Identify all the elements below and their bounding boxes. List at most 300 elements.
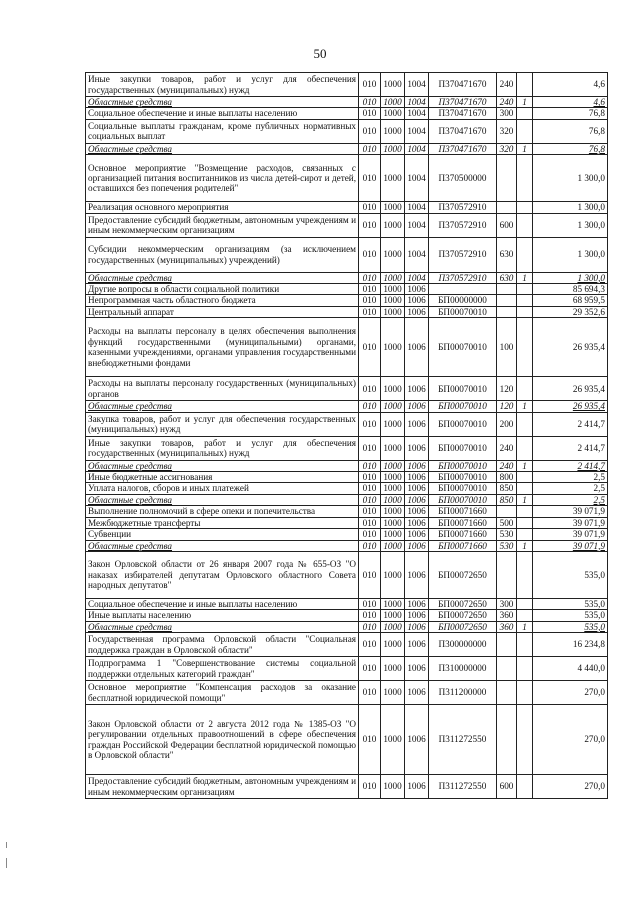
ministry-code: 010 xyxy=(359,436,381,460)
amount: 26 935,4 xyxy=(533,318,608,377)
expense-type-code xyxy=(497,506,517,517)
amount: 39 071,9 xyxy=(533,540,608,551)
funding-source: 1 xyxy=(517,460,533,471)
ministry-code: 010 xyxy=(359,633,381,657)
ministry-code: 010 xyxy=(359,306,381,317)
funding-source xyxy=(517,202,533,213)
expense-type-code: 630 xyxy=(497,237,517,272)
table-row xyxy=(86,483,608,494)
table-row xyxy=(86,412,608,436)
margin-mark xyxy=(6,858,7,868)
table-row xyxy=(86,119,608,143)
target-item-code: БП00070010 xyxy=(429,436,497,460)
funding-source: 1 xyxy=(517,540,533,551)
table-row xyxy=(86,155,608,202)
table-row xyxy=(86,529,608,540)
ministry-code: 010 xyxy=(359,657,381,681)
target-item-code: П311272550 xyxy=(429,705,497,775)
section-code: 1000 xyxy=(381,202,405,213)
target-item-code: БП00072650 xyxy=(429,621,497,632)
section-code: 1000 xyxy=(381,598,405,609)
table-row xyxy=(86,506,608,517)
amount: 68 959,5 xyxy=(533,295,608,306)
section-code: 1000 xyxy=(381,436,405,460)
section-code: 1000 xyxy=(381,237,405,272)
row-name: Иные выплаты населению xyxy=(86,610,359,621)
target-item-code: БП00071660 xyxy=(429,529,497,540)
section-code: 1000 xyxy=(381,108,405,119)
funding-source xyxy=(517,213,533,237)
section-code: 1000 xyxy=(381,494,405,505)
ministry-code: 010 xyxy=(359,540,381,551)
row-name: Областные средства xyxy=(86,143,359,154)
amount: 29 352,6 xyxy=(533,306,608,317)
amount: 76,8 xyxy=(533,119,608,143)
ministry-code: 010 xyxy=(359,155,381,202)
expense-type-code xyxy=(497,155,517,202)
subsection-code: 1006 xyxy=(405,657,429,681)
table-row xyxy=(86,610,608,621)
target-item-code: П370471670 xyxy=(429,73,497,97)
subsection-code: 1006 xyxy=(405,517,429,528)
row-name: Иные бюджетные ассигнования xyxy=(86,472,359,483)
target-item-code: БП00071660 xyxy=(429,540,497,551)
row-name: Иные закупки товаров, работ и услуг для обеспечения государственных (муниципальных) нужд xyxy=(86,73,359,97)
expense-type-code: 100 xyxy=(497,318,517,377)
expense-type-code: 240 xyxy=(497,97,517,108)
expense-type-code: 530 xyxy=(497,540,517,551)
amount: 26 935,4 xyxy=(533,377,608,401)
ministry-code: 010 xyxy=(359,506,381,517)
section-code: 1000 xyxy=(381,610,405,621)
subsection-code: 1006 xyxy=(405,621,429,632)
subsection-code: 1004 xyxy=(405,272,429,283)
funding-source: 1 xyxy=(517,621,533,632)
table-row xyxy=(86,540,608,551)
target-item-code: П311200000 xyxy=(429,681,497,705)
table-row xyxy=(86,436,608,460)
amount: 2 414,7 xyxy=(533,460,608,471)
expense-type-code: 630 xyxy=(497,272,517,283)
amount: 4,6 xyxy=(533,73,608,97)
subsection-code: 1006 xyxy=(405,472,429,483)
expense-type-code: 800 xyxy=(497,472,517,483)
funding-source xyxy=(517,73,533,97)
section-code: 1000 xyxy=(381,97,405,108)
funding-source xyxy=(517,529,533,540)
table-row xyxy=(86,551,608,598)
subsection-code: 1006 xyxy=(405,483,429,494)
row-name: Областные средства xyxy=(86,97,359,108)
ministry-code: 010 xyxy=(359,460,381,471)
funding-source xyxy=(517,155,533,202)
ministry-code: 010 xyxy=(359,483,381,494)
row-name: Закупка товаров, работ и услуг для обеспечения государственных (муниципальных) нужд xyxy=(86,412,359,436)
section-code: 1000 xyxy=(381,377,405,401)
target-item-code: БП00070010 xyxy=(429,472,497,483)
subsection-code: 1006 xyxy=(405,494,429,505)
funding-source xyxy=(517,551,533,598)
target-item-code: БП00070010 xyxy=(429,377,497,401)
subsection-code: 1006 xyxy=(405,529,429,540)
ministry-code: 010 xyxy=(359,401,381,412)
target-item-code: БП00000000 xyxy=(429,295,497,306)
subsection-code: 1006 xyxy=(405,506,429,517)
funding-source: 1 xyxy=(517,401,533,412)
subsection-code: 1006 xyxy=(405,775,429,799)
section-code: 1000 xyxy=(381,472,405,483)
ministry-code: 010 xyxy=(359,377,381,401)
table-row xyxy=(86,73,608,97)
subsection-code: 1006 xyxy=(405,306,429,317)
expense-type-code: 600 xyxy=(497,213,517,237)
subsection-code: 1004 xyxy=(405,97,429,108)
expense-type-code: 200 xyxy=(497,412,517,436)
target-item-code xyxy=(429,284,497,295)
row-name: Областные средства xyxy=(86,460,359,471)
funding-source xyxy=(517,657,533,681)
expense-type-code xyxy=(497,633,517,657)
table-row xyxy=(86,494,608,505)
section-code: 1000 xyxy=(381,295,405,306)
subsection-code: 1006 xyxy=(405,401,429,412)
amount: 39 071,9 xyxy=(533,506,608,517)
amount: 535,0 xyxy=(533,598,608,609)
row-name: Субсидии некоммерческим организациям (за исключением государственных (муниципальных) учреждений) xyxy=(86,237,359,272)
amount: 270,0 xyxy=(533,775,608,799)
subsection-code: 1006 xyxy=(405,705,429,775)
subsection-code: 1006 xyxy=(405,284,429,295)
target-item-code: БП00071660 xyxy=(429,517,497,528)
section-code: 1000 xyxy=(381,517,405,528)
section-code: 1000 xyxy=(381,401,405,412)
expense-type-code: 240 xyxy=(497,460,517,471)
ministry-code: 010 xyxy=(359,621,381,632)
amount: 535,0 xyxy=(533,621,608,632)
amount: 2 414,7 xyxy=(533,412,608,436)
table-row xyxy=(86,775,608,799)
row-name: Расходы на выплаты персоналу в целях обеспечения выполнения функций государственными (муниципальными) органами, казенными учреждениями, органами управления государственными внебюджетными фондами xyxy=(86,318,359,377)
ministry-code: 010 xyxy=(359,213,381,237)
row-name: Социальное обеспечение и иные выплаты населению xyxy=(86,108,359,119)
ministry-code: 010 xyxy=(359,143,381,154)
row-name: Закон Орловской области от 26 января 2007 года № 655-ОЗ "О наказах избирателей депутатам Орловского областного Совета народных депутатов" xyxy=(86,551,359,598)
expense-type-code xyxy=(497,284,517,295)
subsection-code: 1004 xyxy=(405,108,429,119)
table-row xyxy=(86,598,608,609)
subsection-code: 1004 xyxy=(405,237,429,272)
section-code: 1000 xyxy=(381,306,405,317)
expense-type-code xyxy=(497,681,517,705)
funding-source xyxy=(517,377,533,401)
table-row xyxy=(86,213,608,237)
amount: 2,5 xyxy=(533,494,608,505)
target-item-code: П370471670 xyxy=(429,108,497,119)
table-row xyxy=(86,657,608,681)
subsection-code: 1006 xyxy=(405,598,429,609)
ministry-code: 010 xyxy=(359,97,381,108)
subsection-code: 1004 xyxy=(405,202,429,213)
ministry-code: 010 xyxy=(359,598,381,609)
section-code: 1000 xyxy=(381,657,405,681)
page-number: 50 xyxy=(313,46,327,61)
section-code: 1000 xyxy=(381,460,405,471)
row-name: Подпрограмма 1 "Совершенствование системы социальной поддержки отдельных категорий граждан" xyxy=(86,657,359,681)
amount: 4,6 xyxy=(533,97,608,108)
amount: 1 300,0 xyxy=(533,272,608,283)
amount: 270,0 xyxy=(533,681,608,705)
funding-source xyxy=(517,306,533,317)
target-item-code: П370572910 xyxy=(429,202,497,213)
expense-type-code xyxy=(497,705,517,775)
row-name: Центральный аппарат xyxy=(86,306,359,317)
row-name: Уплата налогов, сборов и иных платежей xyxy=(86,483,359,494)
amount: 2,5 xyxy=(533,483,608,494)
expense-type-code xyxy=(497,306,517,317)
table-row xyxy=(86,633,608,657)
expense-type-code: 320 xyxy=(497,119,517,143)
section-code: 1000 xyxy=(381,540,405,551)
section-code: 1000 xyxy=(381,213,405,237)
row-name: Основное мероприятие "Возмещение расходов, связанных с организацией питания воспитанников из числа детей-сирот и детей, оставшихся без попечения родителей" xyxy=(86,155,359,202)
table-row xyxy=(86,306,608,317)
amount: 85 694,3 xyxy=(533,284,608,295)
section-code: 1000 xyxy=(381,775,405,799)
expense-type-code: 850 xyxy=(497,483,517,494)
subsection-code: 1006 xyxy=(405,540,429,551)
amount: 1 300,0 xyxy=(533,155,608,202)
row-name: Реализация основного мероприятия xyxy=(86,202,359,213)
amount: 16 234,8 xyxy=(533,633,608,657)
row-name: Областные средства xyxy=(86,494,359,505)
table-row xyxy=(86,97,608,108)
ministry-code: 010 xyxy=(359,551,381,598)
margin-mark xyxy=(6,842,7,848)
ministry-code: 010 xyxy=(359,295,381,306)
row-name: Социальное обеспечение и иные выплаты населению xyxy=(86,598,359,609)
amount: 39 071,9 xyxy=(533,517,608,528)
section-code: 1000 xyxy=(381,155,405,202)
expense-type-code xyxy=(497,295,517,306)
funding-source xyxy=(517,705,533,775)
amount: 2 414,7 xyxy=(533,436,608,460)
funding-source xyxy=(517,506,533,517)
target-item-code: БП00072650 xyxy=(429,551,497,598)
funding-source: 1 xyxy=(517,97,533,108)
funding-source xyxy=(517,108,533,119)
expense-type-code: 500 xyxy=(497,517,517,528)
subsection-code: 1006 xyxy=(405,551,429,598)
subsection-code: 1004 xyxy=(405,155,429,202)
row-name: Предоставление субсидий бюджетным, автономным учреждениям и иным некоммерческим организациям xyxy=(86,775,359,799)
table-row xyxy=(86,143,608,154)
ministry-code: 010 xyxy=(359,284,381,295)
table-row xyxy=(86,460,608,471)
row-name: Расходы на выплаты персоналу государственных (муниципальных) органов xyxy=(86,377,359,401)
ministry-code: 010 xyxy=(359,202,381,213)
row-name: Непрограммная часть областного бюджета xyxy=(86,295,359,306)
target-item-code: П311272550 xyxy=(429,775,497,799)
table-row xyxy=(86,621,608,632)
funding-source xyxy=(517,517,533,528)
table-row xyxy=(86,377,608,401)
section-code: 1000 xyxy=(381,633,405,657)
ministry-code: 010 xyxy=(359,610,381,621)
ministry-code: 010 xyxy=(359,73,381,97)
table-row xyxy=(86,318,608,377)
expense-type-code: 360 xyxy=(497,610,517,621)
expense-type-code: 240 xyxy=(497,73,517,97)
target-item-code: БП00070010 xyxy=(429,306,497,317)
target-item-code: БП00070010 xyxy=(429,460,497,471)
table-row xyxy=(86,472,608,483)
subsection-code: 1004 xyxy=(405,119,429,143)
target-item-code: П370471670 xyxy=(429,97,497,108)
subsection-code: 1006 xyxy=(405,295,429,306)
subsection-code: 1004 xyxy=(405,143,429,154)
funding-source xyxy=(517,119,533,143)
funding-source xyxy=(517,633,533,657)
ministry-code: 010 xyxy=(359,108,381,119)
expense-type-code: 120 xyxy=(497,401,517,412)
ministry-code: 010 xyxy=(359,705,381,775)
row-name: Областные средства xyxy=(86,401,359,412)
row-name: Другие вопросы в области социальной политики xyxy=(86,284,359,295)
amount: 270,0 xyxy=(533,705,608,775)
table-row xyxy=(86,517,608,528)
funding-source xyxy=(517,598,533,609)
row-name: Межбюджетные трансферты xyxy=(86,517,359,528)
target-item-code: БП00072650 xyxy=(429,598,497,609)
section-code: 1000 xyxy=(381,143,405,154)
row-name: Выполнение полномочий в сфере опеки и попечительства xyxy=(86,506,359,517)
funding-source xyxy=(517,412,533,436)
funding-source xyxy=(517,284,533,295)
ministry-code: 010 xyxy=(359,529,381,540)
amount: 76,8 xyxy=(533,108,608,119)
row-name: Субвенции xyxy=(86,529,359,540)
section-code: 1000 xyxy=(381,621,405,632)
expense-type-code: 120 xyxy=(497,377,517,401)
table-row xyxy=(86,295,608,306)
table-row xyxy=(86,284,608,295)
target-item-code: П370471670 xyxy=(429,143,497,154)
amount: 1 300,0 xyxy=(533,213,608,237)
ministry-code: 010 xyxy=(359,472,381,483)
section-code: 1000 xyxy=(381,284,405,295)
amount: 76,8 xyxy=(533,143,608,154)
ministry-code: 010 xyxy=(359,272,381,283)
section-code: 1000 xyxy=(381,412,405,436)
amount: 535,0 xyxy=(533,610,608,621)
ministry-code: 010 xyxy=(359,119,381,143)
expense-type-code: 530 xyxy=(497,529,517,540)
row-name: Областные средства xyxy=(86,621,359,632)
target-item-code: БП00070010 xyxy=(429,412,497,436)
ministry-code: 010 xyxy=(359,775,381,799)
funding-source: 1 xyxy=(517,272,533,283)
funding-source xyxy=(517,237,533,272)
target-item-code: П370471670 xyxy=(429,119,497,143)
expense-type-code xyxy=(497,657,517,681)
funding-source: 1 xyxy=(517,143,533,154)
amount: 1 300,0 xyxy=(533,202,608,213)
section-code: 1000 xyxy=(381,529,405,540)
section-code: 1000 xyxy=(381,272,405,283)
subsection-code: 1006 xyxy=(405,681,429,705)
expense-type-code: 300 xyxy=(497,108,517,119)
table-row xyxy=(86,237,608,272)
subsection-code: 1006 xyxy=(405,412,429,436)
amount: 4 440,0 xyxy=(533,657,608,681)
subsection-code: 1006 xyxy=(405,318,429,377)
ministry-code: 010 xyxy=(359,494,381,505)
table-row xyxy=(86,202,608,213)
row-name: Социальные выплаты гражданам, кроме публичных нормативных социальных выплат xyxy=(86,119,359,143)
expense-type-code: 240 xyxy=(497,436,517,460)
table-row xyxy=(86,272,608,283)
row-name: Областные средства xyxy=(86,540,359,551)
section-code: 1000 xyxy=(381,551,405,598)
funding-source xyxy=(517,436,533,460)
ministry-code: 010 xyxy=(359,318,381,377)
row-name: Закон Орловской области от 2 августа 2012 года № 1385-ОЗ "О регулировании отдельных правоотношений в сфере обеспечения граждан Российской Федерации бесплатной юридической помощью в Орловской области" xyxy=(86,705,359,775)
target-item-code: П300000000 xyxy=(429,633,497,657)
expense-type-code: 600 xyxy=(497,775,517,799)
amount: 1 300,0 xyxy=(533,237,608,272)
section-code: 1000 xyxy=(381,681,405,705)
funding-source xyxy=(517,775,533,799)
subsection-code: 1006 xyxy=(405,436,429,460)
expense-type-code: 850 xyxy=(497,494,517,505)
funding-source xyxy=(517,295,533,306)
amount: 26 935,4 xyxy=(533,401,608,412)
row-name: Областные средства xyxy=(86,272,359,283)
target-item-code: П370500000 xyxy=(429,155,497,202)
amount: 39 071,9 xyxy=(533,529,608,540)
funding-source: 1 xyxy=(517,494,533,505)
target-item-code: БП00070010 xyxy=(429,401,497,412)
target-item-code: П370572910 xyxy=(429,272,497,283)
row-name: Предоставление субсидий бюджетным, автономным учреждениям и иным некоммерческим организациям xyxy=(86,213,359,237)
target-item-code: БП00070010 xyxy=(429,494,497,505)
subsection-code: 1006 xyxy=(405,460,429,471)
section-code: 1000 xyxy=(381,73,405,97)
funding-source xyxy=(517,472,533,483)
expense-type-code xyxy=(497,202,517,213)
expense-type-code xyxy=(497,551,517,598)
ministry-code: 010 xyxy=(359,237,381,272)
ministry-code: 010 xyxy=(359,681,381,705)
section-code: 1000 xyxy=(381,705,405,775)
section-code: 1000 xyxy=(381,318,405,377)
funding-source xyxy=(517,681,533,705)
section-code: 1000 xyxy=(381,483,405,494)
funding-source xyxy=(517,483,533,494)
funding-source xyxy=(517,318,533,377)
amount: 535,0 xyxy=(533,551,608,598)
row-name: Государственная программа Орловской области "Социальная поддержка граждан в Орловской области" xyxy=(86,633,359,657)
budget-table xyxy=(85,72,608,799)
table-row xyxy=(86,705,608,775)
ministry-code: 010 xyxy=(359,412,381,436)
table-row xyxy=(86,401,608,412)
ministry-code: 010 xyxy=(359,517,381,528)
section-code: 1000 xyxy=(381,119,405,143)
expense-type-code: 300 xyxy=(497,598,517,609)
row-name: Основное мероприятие "Компенсация расходов за оказание бесплатной юридической помощи" xyxy=(86,681,359,705)
target-item-code: БП00070010 xyxy=(429,318,497,377)
